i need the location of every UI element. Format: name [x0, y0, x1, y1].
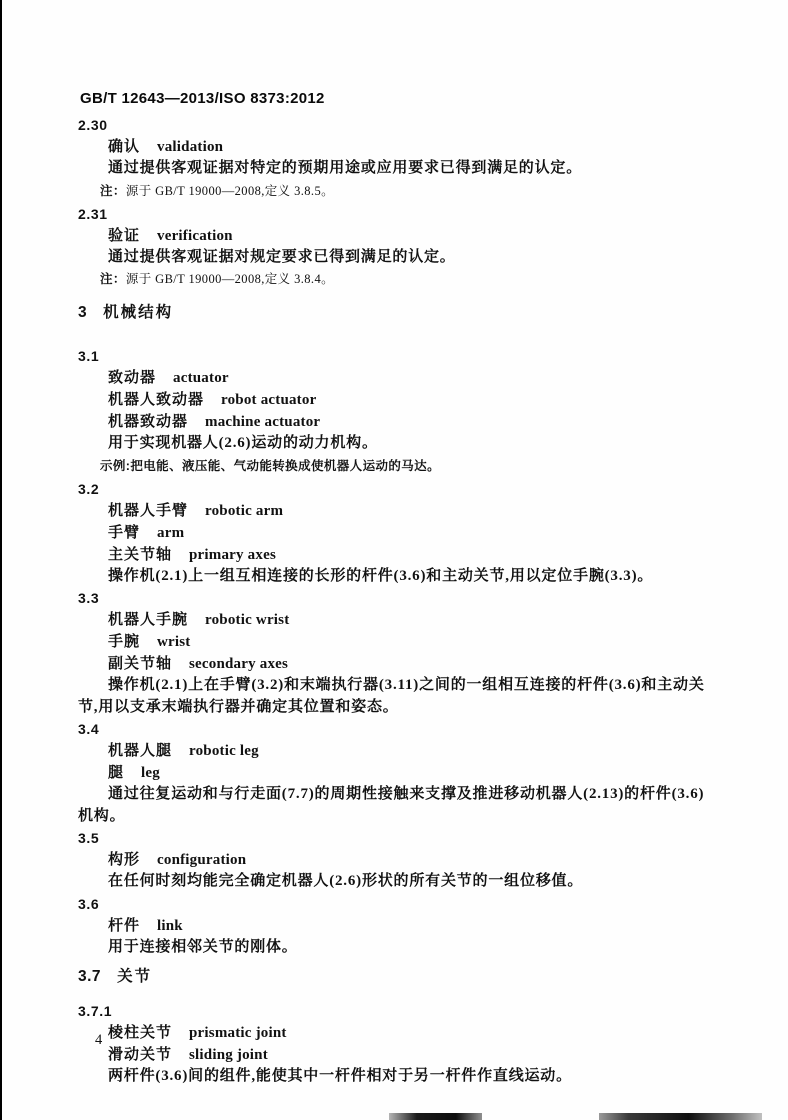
example-line	[78, 455, 716, 478]
term-zh: 杆件	[108, 916, 141, 934]
term-zh: 机器致动器	[108, 413, 189, 430]
clause-number-3-3: 3.3	[78, 590, 100, 606]
term-zh: 手腕	[108, 633, 141, 650]
term-en: verification	[157, 227, 233, 244]
scan-smudge	[389, 1113, 482, 1120]
definition-text: 通过提供客观证据对规定要求已得到满足的认定。	[108, 248, 456, 265]
term-zh: 机器人手腕	[108, 611, 189, 628]
term-zh: 确认	[108, 138, 141, 155]
note-text: 源于 GB/T 19000—2008,定义 3.8.5。	[125, 183, 335, 198]
document-body	[78, 114, 716, 1088]
definition-text: 操作机(2.1)上在手臂(3.2)和末端执行器(3.11)之间的一组相互连接的杆件(3.6)和主动关节,用以支承末端执行器并确定其位置和姿态。	[78, 677, 705, 715]
term-line	[78, 740, 716, 762]
term-en: configuration	[157, 852, 247, 868]
term-en: wrist	[157, 634, 191, 650]
term-line	[78, 544, 716, 566]
term-line	[78, 411, 716, 433]
definition-text: 两杆件(3.6)间的组件,能使其中一杆件相对于另一杆件作直线运动。	[108, 1068, 572, 1084]
term-en: validation	[157, 139, 224, 155]
note-text: 源于 GB/T 19000—2008,定义 3.8.4。	[125, 272, 335, 286]
term-line	[78, 367, 716, 389]
note-label: 注：	[100, 183, 126, 198]
term-line	[78, 500, 716, 522]
term-line	[78, 1022, 716, 1044]
term-line	[78, 389, 716, 411]
term-zh: 腿	[108, 764, 125, 781]
clause-number-3-7-1: 3.7.1	[78, 1003, 113, 1019]
heading-title: 关节	[117, 968, 153, 985]
term-en: actuator	[173, 370, 229, 386]
note-line	[78, 180, 716, 203]
term-zh: 棱柱关节	[108, 1024, 173, 1041]
example-label: 示例:	[100, 458, 131, 473]
heading-number: 3	[78, 304, 88, 321]
term-en: robot actuator	[221, 392, 317, 408]
term-line	[78, 609, 716, 631]
heading-number: 3.7	[78, 968, 102, 985]
scan-smudge	[599, 1113, 762, 1120]
term-zh: 机器人腿	[108, 742, 173, 759]
heading-title: 机械结构	[103, 304, 174, 321]
clause-number-2-31: 2.31	[78, 205, 108, 222]
term-zh: 构形	[108, 851, 141, 868]
term-zh: 主关节轴	[108, 545, 173, 563]
clause-number-2-30: 2.30	[78, 117, 108, 133]
term-en: leg	[141, 765, 160, 781]
definition-text: 通过往复运动和与行走面(7.7)的周期性接触来支撑及推进移动机器人(2.13)的杆件(3.6)机构。	[78, 786, 705, 824]
clause-number-3-4: 3.4	[78, 721, 100, 737]
term-line	[78, 225, 716, 247]
term-line	[78, 1044, 716, 1066]
clause-number-3-1: 3.1	[78, 348, 100, 364]
clause-number-3-6: 3.6	[78, 895, 100, 912]
document-header: GB/T 12643—2013/ISO 8373:2012	[80, 90, 325, 107]
definition-text: 操作机(2.1)上一组互相连接的长形的杆件(3.6)和主动关节,用以定位手腕(3.3)。	[108, 567, 654, 584]
term-zh: 验证	[108, 226, 141, 244]
term-zh: 致动器	[108, 369, 157, 386]
definition-text: 用于实现机器人(2.6)运动的动力机构。	[108, 435, 378, 451]
term-en: primary axes	[189, 546, 276, 563]
term-zh: 机器人手臂	[108, 501, 189, 519]
term-zh: 滑动关节	[108, 1046, 173, 1063]
term-en: link	[157, 917, 183, 934]
term-en: prismatic joint	[189, 1025, 287, 1041]
term-line	[78, 522, 716, 544]
term-zh: 手臂	[108, 523, 141, 541]
term-line	[78, 762, 716, 784]
section-heading-3	[78, 302, 716, 324]
term-line	[78, 653, 716, 675]
term-line	[78, 915, 716, 937]
term-en: robotic wrist	[205, 612, 290, 628]
scan-edge-line	[0, 0, 2, 1120]
section-heading-3-7	[78, 966, 716, 988]
clause-number-3-5: 3.5	[78, 830, 100, 846]
term-zh: 机器人致动器	[108, 391, 205, 408]
page-number: 4	[95, 1032, 103, 1048]
term-en: machine actuator	[205, 414, 321, 430]
definition-text: 用于连接相邻关节的刚体。	[108, 938, 298, 955]
term-en: sliding joint	[189, 1047, 268, 1063]
note-line	[78, 268, 716, 291]
term-en: robotic leg	[189, 743, 259, 759]
term-zh: 副关节轴	[108, 655, 173, 672]
note-label: 注：	[100, 272, 126, 286]
example-text: 把电能、液压能、气动能转换成使机器人运动的马达。	[130, 458, 440, 473]
term-line	[78, 849, 716, 871]
term-line	[78, 631, 716, 653]
clause-number-3-2: 3.2	[78, 480, 100, 497]
term-en: secondary axes	[189, 656, 289, 672]
term-line	[78, 136, 716, 158]
term-en: robotic arm	[205, 502, 284, 519]
definition-text: 通过提供客观证据对特定的预期用途或应用要求已得到满足的认定。	[108, 160, 583, 176]
definition-text: 在任何时刻均能完全确定机器人(2.6)形状的所有关节的一组位移值。	[108, 873, 584, 889]
term-en: arm	[157, 524, 185, 541]
